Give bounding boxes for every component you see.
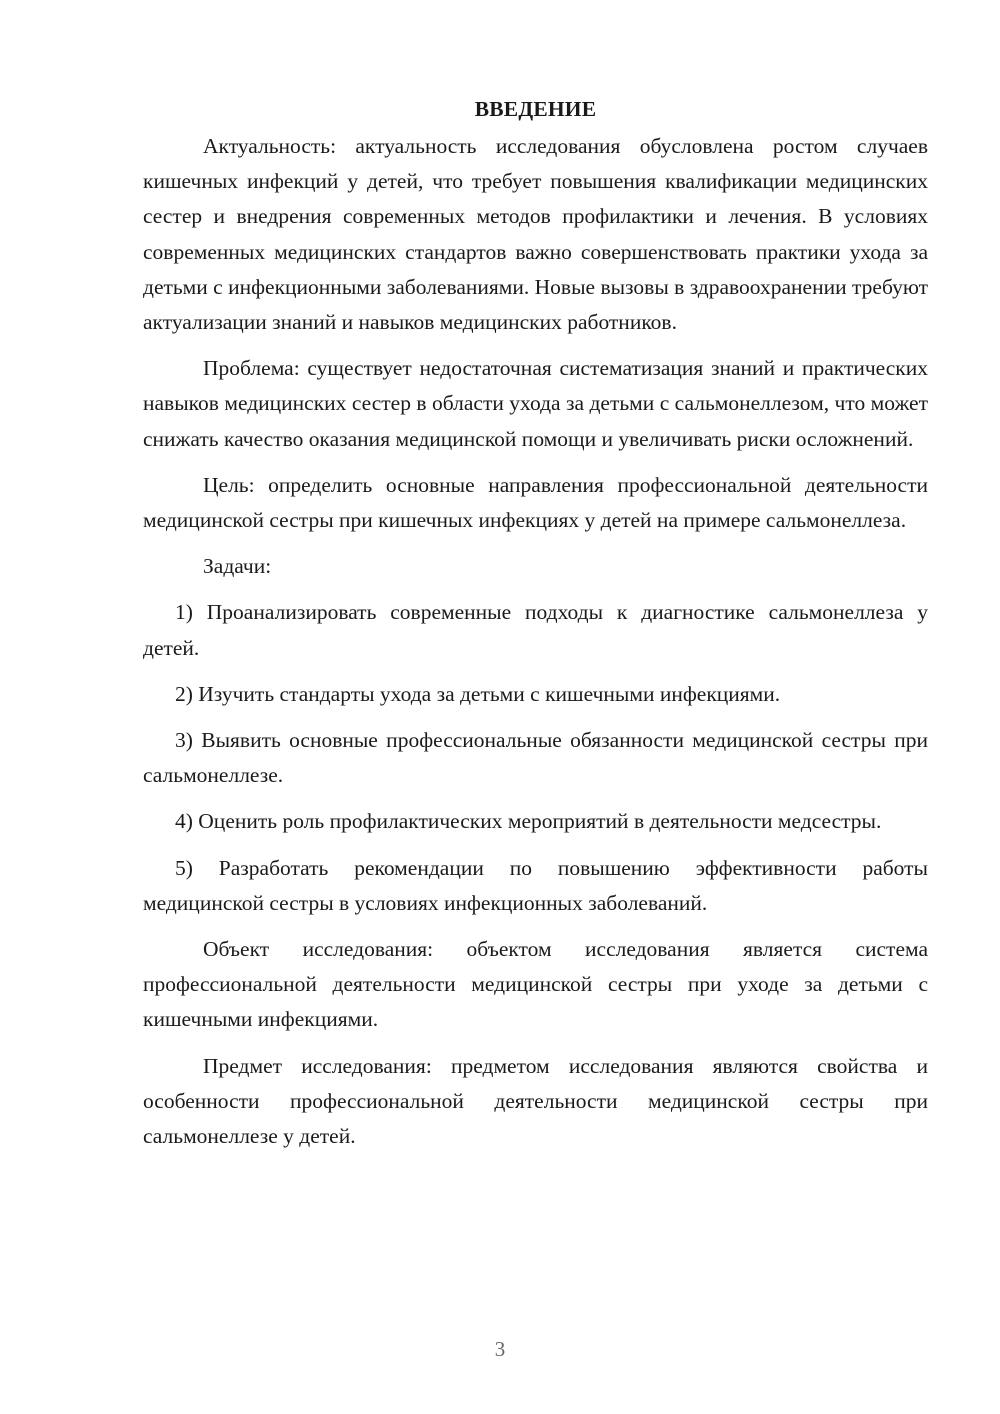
paragraph-relevance: Актуальность: актуальность исследования обусловлена ростом случаев кишечных инфекций у детей, что требует повышения квалификации медицинских сестер и внедрения современных методов профилактики и лечения. В условиях современных медицинских стандартов важно совершенствовать практики ухода за детьми с инфекционными заболеваниями. Новые вызовы в здравоохранении требуют актуализации знаний и навыков медицинских работников. [143, 134, 928, 335]
paragraph-problem: Проблема: существует недостаточная систематизация знаний и практических навыков медицинских сестер в области ухода за детьми с сальмонеллезом, что может снижать качество оказания медицинской помощи и увеличивать риски осложнений. [143, 356, 928, 451]
list-item-task-1: 1) Проанализировать современные подходы к диагностике сальмонеллеза у детей. [143, 600, 928, 660]
list-item-task-4: 4) Оценить роль профилактических мероприятий в деятельности медсестры. [175, 809, 882, 834]
paragraph-object: Объект исследования: объектом исследования является система профессиональной деятельности медицинской сестры при уходе за детьми с кишечными инфекциями. [143, 937, 928, 1032]
section-title: ВВЕДЕНИЕ [474, 97, 597, 121]
list-item-task-5: 5) Разработать рекомендации по повышению эффективности работы медицинской сестры в условиях инфекционных заболеваний. [143, 855, 928, 915]
paragraph-subject: Предмет исследования: предметом исследования являются свойства и особенности профессиональной деятельности медицинской сестры при сальмонеллезе у детей. [143, 1053, 928, 1149]
list-item-task-2: 2) Изучить стандарты ухода за детьми с кишечными инфекциями. [175, 681, 781, 706]
paragraph-goal: Цель: определить основные направления профессиональной деятельности медицинской сестры при кишечных инфекциях у детей на примере сальмонеллеза. [143, 472, 928, 533]
paragraph-tasks-heading: Задачи: [203, 554, 272, 579]
list-item-task-3: 3) Выявить основные профессиональные обязанности медицинской сестры при сальмонеллезе. [143, 728, 928, 788]
document-page [143, 92, 928, 1165]
page-number: 3 [494, 1337, 506, 1361]
